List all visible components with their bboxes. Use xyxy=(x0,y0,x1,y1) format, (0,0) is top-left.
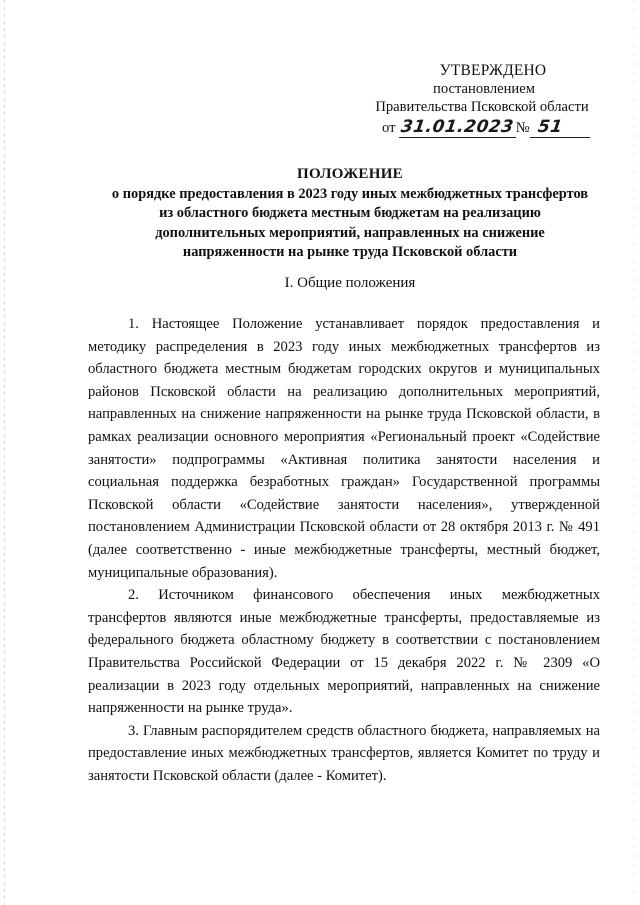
scan-edge-right xyxy=(634,0,635,905)
body-text xyxy=(88,313,600,787)
handwritten-number: 51 xyxy=(536,117,564,137)
number-label: № xyxy=(515,120,530,136)
approval-line-2: Правительства Псковской области xyxy=(375,99,589,115)
number-field xyxy=(530,118,590,138)
document-title: ПОЛОЖЕНИЕ xyxy=(297,166,403,182)
scan-edge-left xyxy=(4,0,5,905)
subtitle-line: напряженности на рынке труда Псковской области xyxy=(182,243,518,260)
section-title: I. Общие положения xyxy=(284,275,416,291)
document-heading xyxy=(60,165,640,262)
date-field xyxy=(399,118,516,138)
subtitle-line: дополнительных мероприятий, направленных на снижение xyxy=(155,224,545,241)
subtitle-line: из областного бюджета местным бюджетам на реализацию xyxy=(159,205,541,222)
paragraph-2: 2. Источником финансового обеспечения иных межбюджетных трансфертов являются иные межбюджетные трансферты, предоставляемые из федерального бюджета областному бюджету в соответствии с постановлением Правительства Российской Федерации от 15 декабря 2022 г. № 2309 «О реализации в 2023 году отдельных мероприятий, направленных на снижение напряженности на рынке труда». xyxy=(88,587,600,717)
handwritten-date: 31.01.2023 xyxy=(399,117,516,137)
subtitle-line: о порядке предоставления в 2023 году иных межбюджетных трансфертов xyxy=(111,186,589,203)
approval-date-row xyxy=(360,118,600,138)
approval-line-1: постановлением xyxy=(433,81,535,97)
approval-block xyxy=(360,62,600,138)
approval-title: УТВЕРЖДЕНО xyxy=(439,62,547,79)
date-prefix: от xyxy=(382,120,396,136)
paragraph-3: 3. Главным распорядителем средств областного бюджета, направляемых на предоставление иных межбюджетных трансфертов, является Комитет по труду и занятости Псковской области (далее - Комитет). xyxy=(88,722,600,784)
paragraph-1: 1. Настоящее Положение устанавливает порядок предоставления и методику распределения в 2023 году иных межбюджетных трансфертов из областного бюджета местным бюджетам городских округов и муниципальных районов Псковской области на реализацию дополнительных мероприятий, направленных на снижение напряженности на рынке труда Псковской области, в рамках реализации основного мероприятия «Региональный проект «Содействие занятости» подпрограммы «Активная политика занятости населения и социальная поддержка безработных граждан» Государственной программы Псковской области «Содействие занятости населения», утвержденной постановлением Администрации Псковской области от 28 октября 2013 г. № 491 (далее соответственно - иные межбюджетные трансферты, местный бюджет, муниципальные образования). xyxy=(88,316,600,581)
